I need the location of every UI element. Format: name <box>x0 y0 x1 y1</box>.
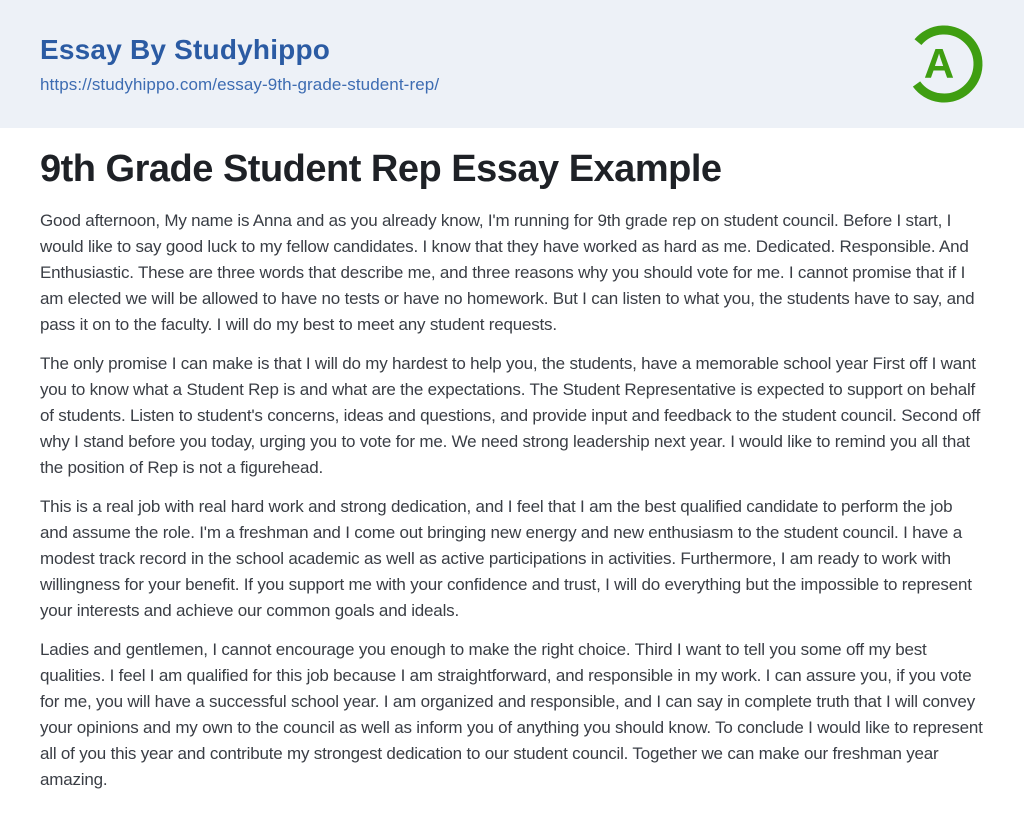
site-title: Essay By Studyhippo <box>40 33 331 65</box>
essay-body <box>40 208 984 793</box>
essay-paragraph: The only promise I can make is that I will do my hardest to help you, the students, have a memorable school year First off I want you to know what a Student Rep is and what are the expectations. The Student Representative is expected to support on behalf of students. Listen to student's concerns, ideas and questions, and provide input and feedback to the student council. Second off why I stand before you today, urging you to vote for me. We need strong leadership next year. I would like to remind you all that the position of Rep is not a figurehead. <box>40 353 981 477</box>
essay-paragraph: This is a real job with real hard work and strong dedication, and I feel that I am the best qualified candidate to perform the job and assume the role. I'm a freshman and I come out bringing new energy and new enthusiasm to the student council. I have a modest track record in the school academic as well as active participations in activities. Furthermore, I am ready to work with willingness for your benefit. If you support me with your confidence and trust, I will do everything but the impossible to represent your interests and achieve our common goals and ideals. <box>40 496 972 620</box>
article <box>0 128 1024 827</box>
logo-letter: A <box>923 40 955 87</box>
header-text-block <box>40 33 440 94</box>
logo-arc-icon <box>902 22 986 106</box>
site-header <box>0 0 1024 128</box>
essay-paragraph: Ladies and gentlemen, I cannot encourage you enough to make the right choice. Third I want to tell you some off my best qualities. I feel I am qualified for this job because I am straightforward, and responsible in my work. I can assure you, if you vote for me, you will have a successful school year. I am organized and responsible, and I can say in complete truth that I will convey your opinions and my own to the council as well as inform you of anything you should know. To conclude I would like to represent all of you this year and contribute my strongest dedication to our student council. Together we can make our freshman year amazing. <box>40 639 983 789</box>
article-title: 9th Grade Student Rep Essay Example <box>40 148 722 190</box>
essay-paragraph: Good afternoon, My name is Anna and as you already know, I'm running for 9th grade rep on student council. Before I start, I would like to say good luck to my fellow candidates. I know that they have worked as hard as me. Dedicated. Responsible. And Enthusiastic. These are three words that describe me, and three reasons why you should vote for me. I cannot promise that if I am elected we will be allowed to have no tests or have no homework. But I can listen to what you, the students have to say, and pass it on to the faculty. I will do my best to meet any student requests. <box>40 210 975 334</box>
studyhippo-logo <box>902 22 986 106</box>
page-url-link[interactable]: https://studyhippo.com/essay-9th-grade-student-rep/ <box>40 74 440 94</box>
